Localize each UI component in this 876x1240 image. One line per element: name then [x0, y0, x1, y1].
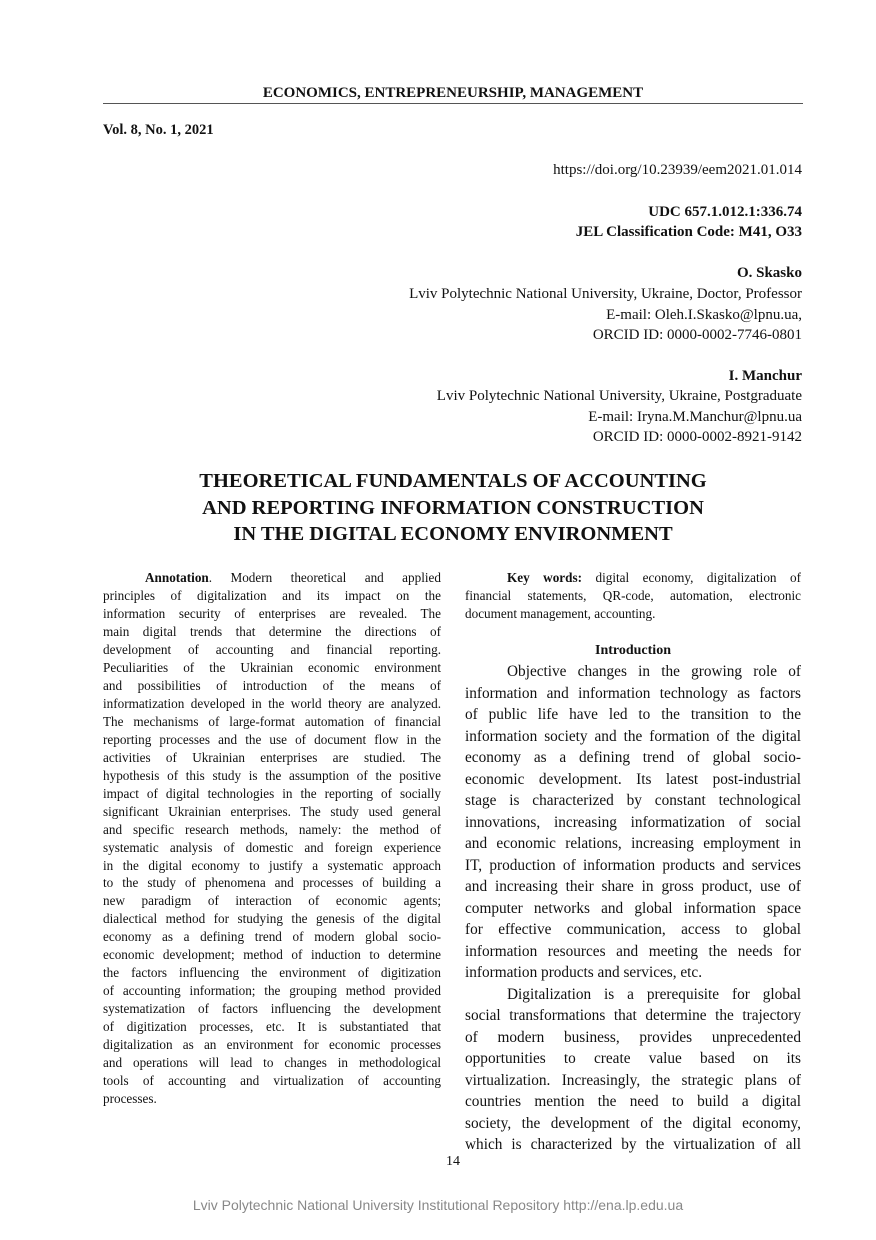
udc-code: UDC 657.1.012.1:336.74: [648, 204, 802, 220]
text-line: document management, accounting.: [465, 606, 656, 621]
text-line: stage is characterized by constant technological: [465, 792, 801, 809]
keywords-text: digital economy, digitalization of: [582, 570, 801, 585]
volume-info: Vol. 8, No. 1, 2021: [103, 122, 214, 138]
keywords-section: [465, 569, 801, 623]
text-line: and economic relations, increasing employment in: [465, 835, 801, 852]
text-line: activities of Ukrainian enterprises are studied. The: [103, 749, 441, 765]
author-2-email[interactable]: E-mail: Iryna.M.Manchur@lpnu.ua: [588, 409, 802, 425]
journal-title: ECONOMICS, ENTREPRENEURSHIP, MANAGEMENT: [262, 85, 644, 101]
keywords-label: Key words:: [507, 570, 583, 585]
text-line: economy as a defining trend of global socio-: [465, 749, 801, 766]
author-1-name: O. Skasko: [736, 265, 802, 281]
text-line: and increasing their share in gross product, use of: [465, 878, 801, 895]
author-1-orcid: ORCID ID: 0000-0002-7746-0801: [592, 327, 802, 343]
text-line: of digitization processes, etc. It is substantiated that: [103, 1019, 441, 1035]
author-2-orcid: ORCID ID: 0000-0002-8921-9142: [592, 429, 802, 445]
text-line: for effective communication, access to global: [465, 921, 801, 938]
paper-title: [100, 468, 806, 548]
text-line: and operations will lead to changes in methodological: [103, 1055, 441, 1071]
text-line: innovations, increasing informatization of social: [465, 813, 801, 831]
text-line: Objective changes in the growing role of: [507, 663, 801, 680]
text-line: The mechanisms of large-format automation of financial: [103, 713, 441, 729]
title-line: THEORETICAL FUNDAMENTALS OF ACCOUNTING: [199, 470, 707, 492]
text-line: processes.: [103, 1091, 157, 1107]
text-line: information and information technology as factors: [465, 684, 801, 702]
text-line: Peculiarities of the Ukrainian economic environment: [103, 659, 441, 675]
text-line: virtualization. Increasingly, the strategic plans of: [465, 1071, 801, 1089]
doi-link[interactable]: https://doi.org/10.23939/eem2021.01.014: [553, 162, 802, 178]
text-line: to the study of phenomena and processes of building a: [103, 875, 441, 891]
text-line: information resources and meeting the needs for: [465, 942, 801, 960]
author-1-affiliation: Lviv Polytechnic National University, Ukraine, Doctor, Professor: [409, 286, 802, 302]
header-rule: [103, 103, 803, 104]
text-line: computer networks and global information space: [465, 899, 801, 917]
annotation-first-line: [103, 569, 441, 587]
text-line: tools of accounting and virtualization of accounting: [103, 1073, 441, 1089]
text-line: the factors influencing the environment of digitization: [103, 965, 441, 981]
keywords-first-line: [465, 569, 801, 587]
text-line: dialectical method for studying the genesis of the digital: [103, 911, 441, 927]
text-line: of modern business, provides unprecedented: [465, 1028, 801, 1046]
text-line: information security of enterprises are revealed. The: [103, 605, 441, 621]
text-line: IT, production of information products and services: [465, 856, 801, 874]
paragraph: [465, 984, 801, 1156]
text-line: economic development; method of induction to determine: [103, 947, 441, 963]
annotation-section: [103, 569, 441, 1108]
text-line: society, the development of the digital economy,: [465, 1114, 801, 1132]
text-line: Digitalization is a prerequisite for global: [507, 985, 801, 1003]
text-line: which is characterized by the virtualization of all: [465, 1136, 801, 1153]
repository-footer: Lviv Polytechnic National University Institutional Repository http://ena.lp.edu.ua: [192, 1197, 684, 1213]
text-line: countries mention the need to build a digital: [465, 1093, 801, 1110]
text-line: development of accounting and financial reporting.: [103, 641, 441, 657]
text-line: principles of digitalization and its impact on the: [103, 587, 441, 603]
text-line: significant Ukrainian enterprises. The study used general: [103, 803, 441, 819]
introduction-body: [465, 661, 801, 1156]
text-line: and possibilities of introduction of the means of: [103, 677, 441, 693]
text-line: digitalization as an environment for economic processes: [103, 1037, 441, 1053]
text-line: in the digital economy to justify a systematic approach: [103, 857, 441, 873]
text-line: of public life have led to the transition to the: [465, 706, 801, 723]
annotation-text: . Modern theoretical and applied: [208, 570, 441, 585]
text-line: opportunities to create value based on its: [465, 1050, 801, 1067]
page-number: 14: [446, 1154, 460, 1169]
text-line: impact of digital technologies in the reporting of socially: [103, 785, 441, 801]
introduction-heading: Introduction: [595, 643, 671, 658]
author-1-email[interactable]: E-mail: Oleh.I.Skasko@lpnu.ua,: [606, 307, 802, 323]
text-line: systematization of factors influencing the development: [103, 1001, 441, 1017]
author-2-affiliation: Lviv Polytechnic National University, Ukraine, Postgraduate: [436, 388, 802, 404]
text-line: economic development. Its latest post-industrial: [465, 770, 801, 788]
text-line: systematic analysis of domestic and foreign experience: [103, 839, 441, 855]
text-line: financial statements, QR-code, automation, electronic: [465, 588, 801, 603]
author-2-name: I. Manchur: [728, 368, 802, 384]
text-line: informatization developed in the world theory are analyzed.: [103, 695, 441, 711]
text-line: reporting processes and the use of document flow in the: [103, 731, 441, 747]
annotation-label: Annotation: [145, 570, 209, 585]
paragraph: [465, 661, 801, 984]
text-line: and specific research methods, namely: the method of: [103, 821, 441, 837]
text-line: economy as a defining trend of modern global socio-: [103, 929, 441, 945]
text-line: new paradigm of interaction of economic agents;: [103, 893, 441, 909]
text-line: information products and services, etc.: [465, 964, 703, 981]
title-line: IN THE DIGITAL ECONOMY ENVIRONMENT: [233, 523, 673, 545]
text-line: hypothesis of this study is the assumption of the positive: [103, 767, 441, 783]
text-line: social transformations that determine the trajectory: [465, 1007, 801, 1024]
text-line: main digital trends that determine the directions of: [103, 623, 441, 639]
text-line: information society and the formation of the digital: [465, 727, 801, 745]
title-line: AND REPORTING INFORMATION CONSTRUCTION: [202, 496, 704, 519]
text-line: of accounting information; the grouping method provided: [103, 983, 441, 999]
jel-code: JEL Classification Code: M41, O33: [575, 224, 802, 240]
